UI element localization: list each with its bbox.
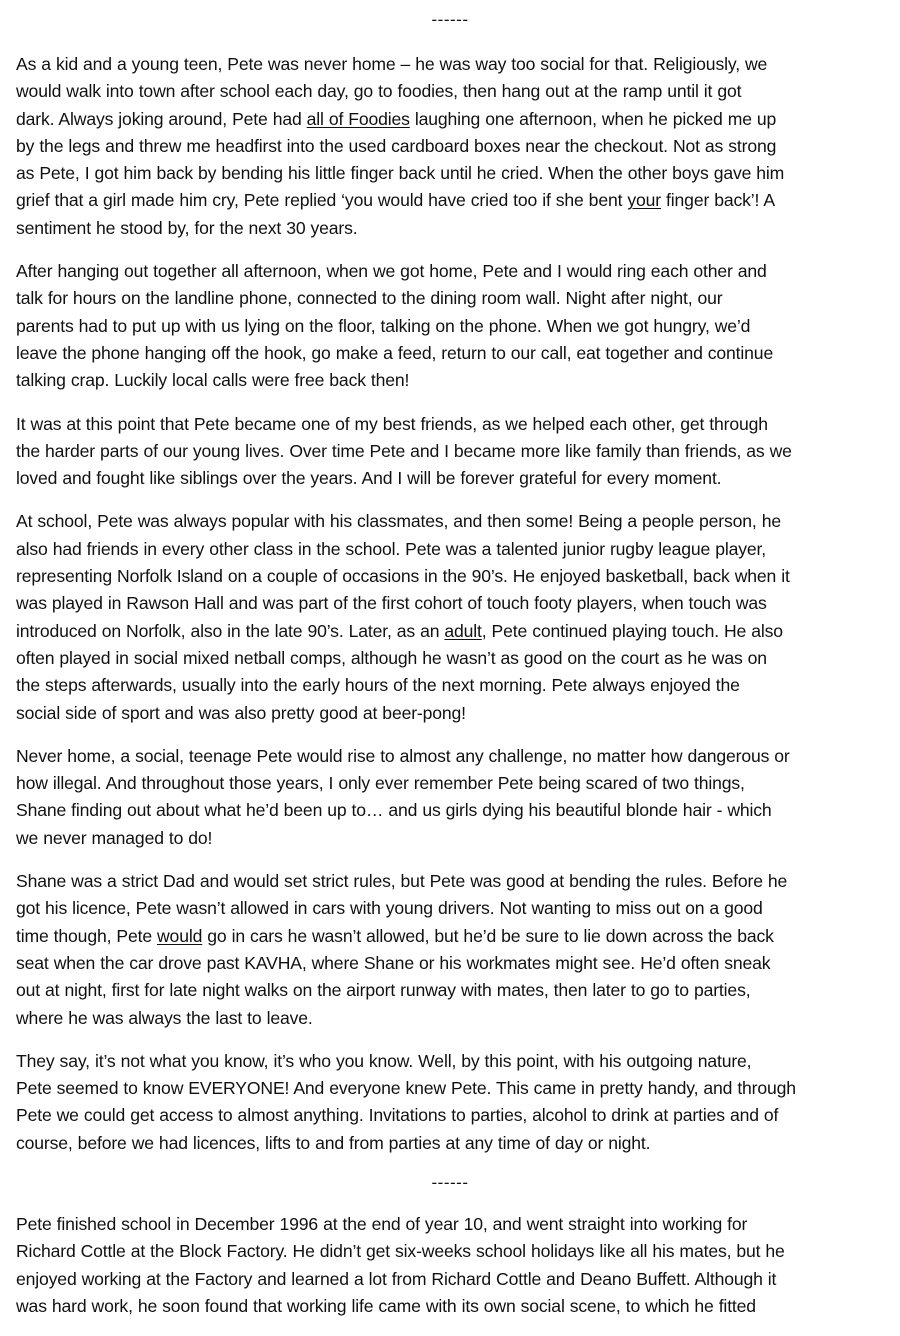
text-line: where he was always the last to leave. — [16, 1007, 313, 1028]
text-line: Shane finding out about what he’d been up to… and us girls dying his beautiful blonde hair - which — [16, 800, 772, 821]
text-line: Pete finished school in December 1996 at the end of year 10, and went straight into working for — [16, 1213, 748, 1234]
text-line: talking crap. Luckily local calls were free back then! — [16, 370, 410, 391]
text-line: At school, Pete was always popular with his classmates, and then some! Being a people person, he — [16, 511, 781, 532]
underlined-text: adult — [444, 620, 482, 641]
text-line: Never home, a social, teenage Pete would rise to almost any challenge, no matter how dangerous or — [16, 745, 790, 766]
text-line: often played in social mixed netball comps, although he wasn’t as good on the court as he was on — [16, 647, 767, 668]
text-line: enjoyed working at the Factory and learned a lot from Richard Cottle and Deano Buffett. Although it — [16, 1268, 777, 1289]
text-line: representing Norfolk Island on a couple of occasions in the 90’s. He enjoyed basketball, back when it — [16, 566, 790, 587]
text-line: parents had to put up with us lying on the floor, talking on the phone. When we got hungry, we’d — [16, 315, 751, 336]
text-line: introduced on Norfolk, also in the late 90’s. Later, as an adult, Pete continued playing touch. He also — [16, 620, 783, 641]
underlined-text: your — [627, 190, 662, 211]
text-line: sentiment he stood by, for the next 30 years. — [16, 217, 358, 238]
text-line: got his licence, Pete wasn’t allowed in cars with young drivers. Not wanting to miss out on a good — [16, 898, 763, 919]
underlined-text: all of Foodies — [306, 108, 410, 129]
text-line: Shane was a strict Dad and would set strict rules, but Pete was good at bending the rules. Before he — [16, 871, 788, 892]
underlined-text: would — [157, 925, 203, 946]
paragraph — [16, 411, 884, 493]
paragraph — [16, 868, 884, 1032]
text-line: loved and fought like siblings over the years. And I will be forever grateful for every moment. — [16, 468, 722, 489]
text-line: leave the phone hanging off the hook, go make a feed, return to our call, eat together and continue — [16, 342, 774, 363]
text-line: was hard work, he soon found that working life came with its own social scene, to which he fitted — [16, 1295, 756, 1316]
section-separator: ------ — [431, 1172, 469, 1192]
text-line: Pete seemed to know EVERYONE! And everyone knew Pete. This came in pretty handy, and through — [16, 1078, 796, 1099]
text-line: grief that a girl made him cry, Pete replied ‘you would have cried too if she bent your finger back’! A — [16, 190, 775, 211]
paragraph — [16, 1211, 884, 1320]
text-line: After hanging out together all afternoon, when we got home, Pete and I would ring each other and — [16, 261, 767, 282]
text-line: talk for hours on the landline phone, connected to the dining room wall. Night after night, our — [16, 288, 723, 309]
text-line: dark. Always joking around, Pete had all of Foodies laughing one afternoon, when he picked me up — [16, 108, 777, 129]
paragraph — [16, 743, 884, 852]
text-line: out at night, first for late night walks on the airport runway with mates, then later to go to parties, — [16, 980, 751, 1001]
text-line: Pete we could get access to almost anything. Invitations to parties, alcohol to drink at parties and of — [16, 1105, 779, 1126]
paragraph — [16, 1048, 884, 1157]
text-line: course, before we had licences, lifts to and from parties at any time of day or night. — [16, 1132, 651, 1153]
paragraph — [16, 51, 884, 242]
text-line: They say, it’s not what you know, it’s who you know. Well, by this point, with his outgoing nature, — [16, 1050, 752, 1071]
section-separator: ------ — [431, 10, 469, 29]
section-two — [16, 1211, 884, 1320]
text-line: the harder parts of our young lives. Over time Pete and I became more like family than friends, as we — [16, 440, 792, 461]
text-line: the steps afterwards, usually into the early hours of the next morning. Pete always enjoyed the — [16, 675, 740, 696]
document-page — [16, 6, 884, 1336]
text-line: As a kid and a young teen, Pete was never home – he was way too social for that. Religiously, we — [16, 54, 768, 74]
text-line: also had friends in every other class in the school. Pete was a talented junior rugby league player, — [16, 538, 767, 559]
text-line: It was at this point that Pete became one of my best friends, as we helped each other, get through — [16, 413, 768, 434]
text-line: was played in Rawson Hall and was part of the first cohort of touch footy players, when touch was — [16, 593, 767, 614]
paragraph — [16, 508, 884, 726]
text-line: by the legs and threw me headfirst into the used cardboard boxes near the checkout. Not as strong — [16, 135, 777, 156]
text-line: time though, Pete would go in cars he wasn’t allowed, but he’d be sure to lie down across the back — [16, 925, 774, 946]
section-one — [16, 51, 884, 1157]
text-line: would walk into town after school each day, go to foodies, then hang out at the ramp until it got — [16, 81, 742, 102]
text-line: seat when the car drove past KAVHA, where Shane or his workmates might see. He’d often sneak — [16, 952, 771, 973]
text-line: we never managed to do! — [16, 827, 213, 848]
paragraph — [16, 258, 884, 394]
text-line: as Pete, I got him back by bending his little finger back until he cried. When the other boys gave him — [16, 163, 785, 184]
text-line: Richard Cottle at the Block Factory. He didn’t get six-weeks school holidays like all his mates, but he — [16, 1241, 785, 1262]
text-line: how illegal. And throughout those years, I only ever remember Pete being scared of two things, — [16, 773, 745, 794]
text-line: social side of sport and was also pretty good at beer-pong! — [16, 702, 466, 723]
